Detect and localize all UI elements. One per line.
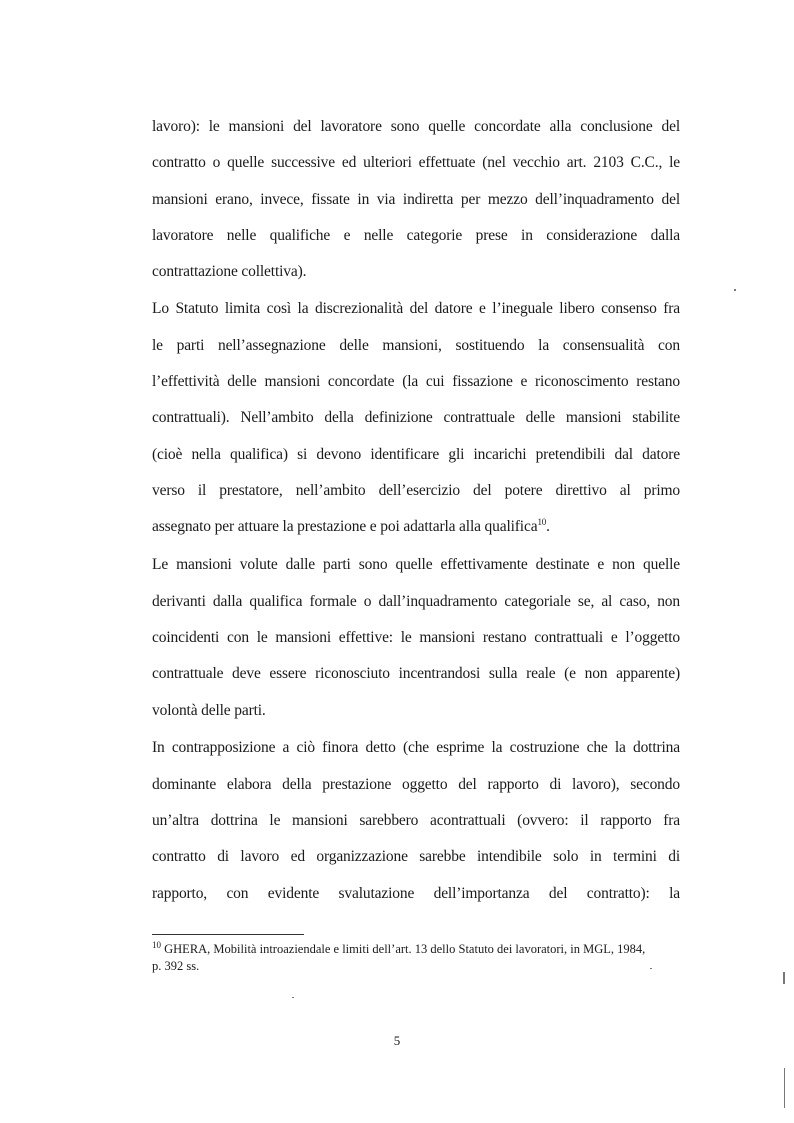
scan-speck (783, 972, 785, 984)
scan-edge-mark (784, 1068, 785, 1108)
body-line-9: contrattuali). Nell’ambito della definizione contrattuale delle mansioni stabilite (152, 409, 680, 426)
body-line-8: l’effettività delle mansioni concordate (la cui fissazione e riconoscimento restano (152, 373, 680, 390)
body-line-1: lavoro): le mansioni del lavoratore sono quelle concordate alla conclusione del (152, 118, 680, 135)
body-line-16: contrattuale deve essere riconosciuto incentrandosi sulla reale (e non apparente) (152, 665, 680, 682)
body-line-11: verso il prestatore, nell’ambito dell’esercizio del potere direttivo al primo (152, 482, 680, 499)
body-line-10: (cioè nella qualifica) si devono identificare gli incarichi pretendibili dal datore (152, 446, 680, 463)
body-line-18: In contrapposizione a ciò finora detto (che esprime la costruzione che la dottrina (152, 739, 680, 756)
body-line-6: Lo Statuto limita così la discrezionalità del datore e l’ineguale libero consenso fra (152, 300, 680, 317)
body-line-2: contratto o quelle successive ed ulteriori effettuate (nel vecchio art. 2103 C.C., le (152, 154, 680, 171)
footnote-reference: 10 (537, 516, 547, 527)
body-line-22: rapporto, con evidente svalutazione dell’importanza del contratto): la (152, 885, 680, 902)
body-line-7: le parti nell’assegnazione delle mansioni, sostituendo la consensualità con (152, 337, 680, 354)
body-line-13: Le mansioni volute dalle parti sono quelle effettivamente destinate e non quelle (152, 556, 680, 573)
footnote-text-1: GHERA, Mobilità introaziendale e limiti dell’art. 13 dello Statuto dei lavoratori, in MGL, 1984, (161, 942, 646, 956)
body-line-19: dominante elabora della prestazione oggetto del rapporto di lavoro), secondo (152, 776, 680, 793)
body-line-14: derivanti dalla qualifica formale o dall’inquadramento categoriale se, al caso, non (152, 593, 680, 610)
footnote-separator (152, 934, 304, 935)
page-number: 5 (393, 1033, 401, 1048)
body-line-20: un’altra dottrina le mansioni sarebbero acontrattuali (ovvero: il rapporto fra (152, 812, 680, 829)
body-line-17: volontà delle parti. (152, 702, 266, 719)
body-line-12-period: . (546, 518, 550, 535)
scan-speck (734, 289, 736, 291)
body-line-21: contratto di lavoro ed organizzazione sarebbe intendibile solo in termini di (152, 848, 680, 865)
body-line-4: lavoratore nelle qualifiche e nelle categorie prese in considerazione dalla (152, 227, 680, 244)
scan-speck (292, 997, 294, 998)
footnote-number: 10 (152, 939, 161, 950)
body-line-5: contrattazione collettiva). (152, 263, 307, 280)
footnote-line-2: p. 392 ss. (152, 959, 200, 973)
body-line-15: coincidenti con le mansioni effettive: le mansioni restano contrattuali e l’oggetto (152, 629, 680, 646)
body-line-3: mansioni erano, invece, fissate in via indiretta per mezzo dell’inquadramento del (152, 191, 680, 208)
body-line-12 (152, 517, 680, 537)
body-line-12-text: assegnato per attuare la prestazione e poi adattarla alla qualifica (152, 518, 538, 535)
scan-speck (650, 968, 652, 969)
footnote-line-1 (152, 941, 680, 958)
